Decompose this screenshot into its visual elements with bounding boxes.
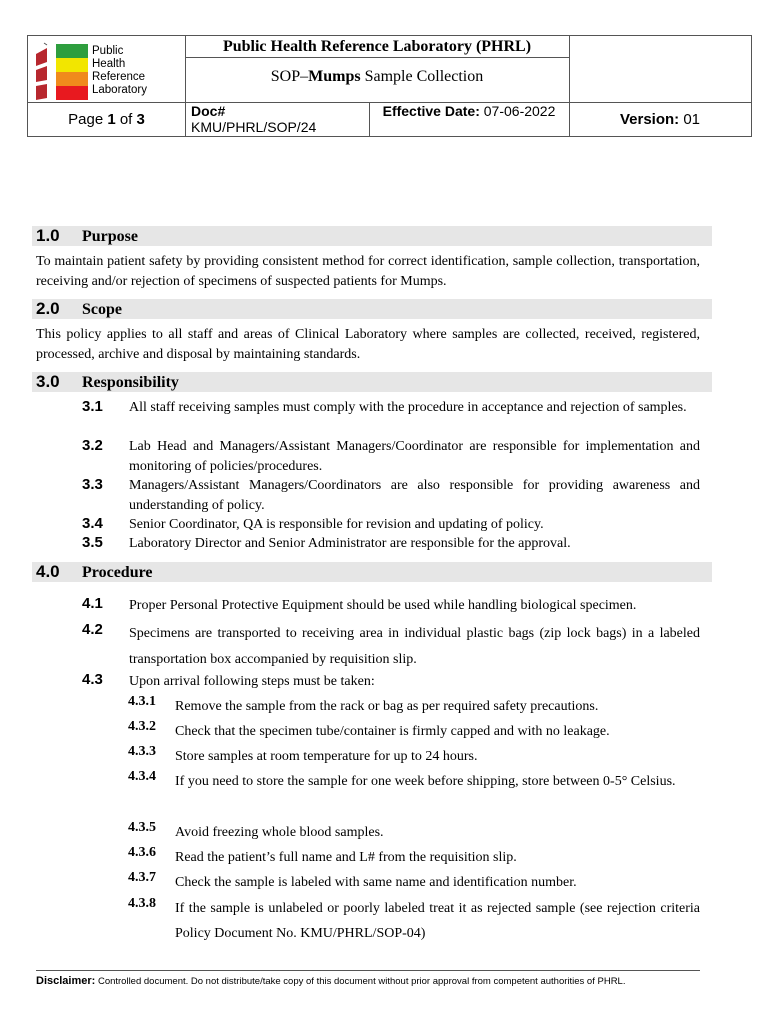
logo-bar-red bbox=[56, 86, 88, 100]
document-header-table bbox=[27, 35, 752, 137]
section-heading-responsibility bbox=[32, 372, 712, 392]
section-number: 4.0 bbox=[36, 562, 60, 581]
section-number: 3.0 bbox=[36, 372, 60, 391]
logo-line: Health bbox=[92, 58, 126, 70]
logo-line: Reference bbox=[92, 71, 146, 83]
section-heading-scope bbox=[32, 299, 712, 319]
logo-line: Public bbox=[92, 45, 124, 57]
logo-bar-green bbox=[56, 44, 88, 58]
scope-text: This policy applies to all staff and areas of Clinical Laboratory where samples are collected, received, registered, processed, archive and disposal by maintaining standards. bbox=[36, 327, 700, 362]
section-heading-purpose bbox=[32, 226, 712, 246]
header-title: Public Health Reference Laboratory (PHRL) bbox=[222, 38, 532, 55]
section-number: 2.0 bbox=[36, 299, 60, 318]
section-title: Scope bbox=[82, 301, 122, 318]
section-number: 1.0 bbox=[36, 226, 60, 245]
logo-bar-orange bbox=[56, 72, 88, 86]
purpose-text: To maintain patient safety by providing consistent method for correct identification, sample collection, transportation, receiving and/or rejection of specimens of suspected patients for Mumps. bbox=[36, 254, 700, 289]
effective-date: Effective Date: 07-06-2022 bbox=[382, 103, 556, 119]
disclaimer: Disclaimer: Controlled document. Do not distribute/take copy of this document without prior approval from competent authorities of PHRL. bbox=[36, 975, 626, 987]
logo-bar-yellow bbox=[56, 58, 88, 72]
page-number: Page 1 of 3 bbox=[68, 111, 145, 128]
section-title: Responsibility bbox=[82, 374, 179, 391]
footer-divider bbox=[36, 970, 700, 971]
logo-line: Laboratory bbox=[92, 84, 147, 96]
section-heading-procedure bbox=[32, 562, 712, 582]
section-title: Procedure bbox=[82, 564, 153, 581]
phrl-logo bbox=[34, 40, 184, 102]
version: Version: 01 bbox=[619, 111, 701, 128]
logo-emblem-icon bbox=[34, 40, 54, 102]
logo-text bbox=[92, 45, 147, 97]
header-subtitle: SOP–Mumps Sample Collection bbox=[270, 68, 484, 85]
header-divider bbox=[185, 57, 569, 58]
doc-number: Doc# KMU/PHRL/SOP/24 bbox=[191, 103, 317, 135]
section-title: Purpose bbox=[82, 228, 138, 245]
